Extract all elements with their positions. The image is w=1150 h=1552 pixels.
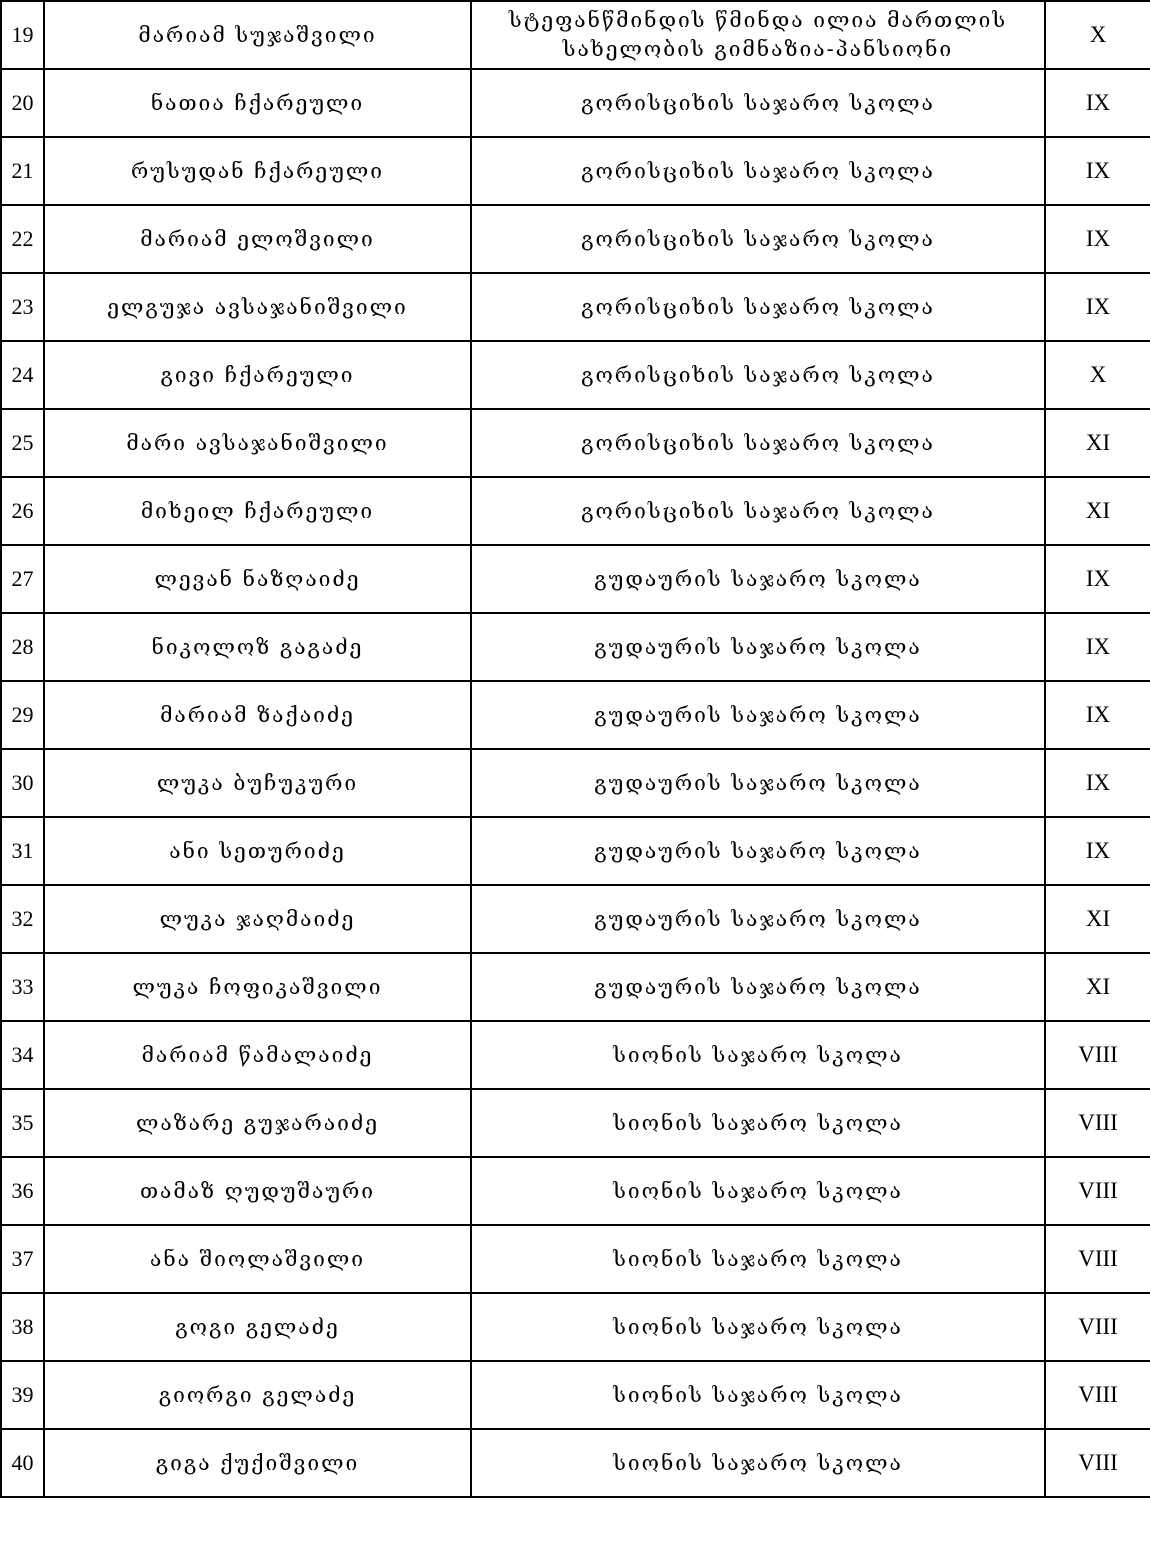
table-row xyxy=(1,69,1150,137)
school-name: გუდაურის საჯარო სკოლა xyxy=(471,681,1045,749)
student-name: ლუკა ჯაღმაიძე xyxy=(44,885,471,953)
grade-level: VIII xyxy=(1045,1089,1150,1157)
school-name: გორისციხის საჯარო სკოლა xyxy=(471,477,1045,545)
student-name: თამაზ ღუდუშაური xyxy=(44,1157,471,1225)
school-name: გუდაურის საჯარო სკოლა xyxy=(471,749,1045,817)
row-number: 23 xyxy=(1,273,44,341)
table-row xyxy=(1,749,1150,817)
student-name: ლუკა ბუჩუკური xyxy=(44,749,471,817)
student-name: ლაზარე გუჯარაიძე xyxy=(44,1089,471,1157)
table-row xyxy=(1,613,1150,681)
student-name: გივი ჩქარეული xyxy=(44,341,471,409)
grade-level: IX xyxy=(1045,273,1150,341)
table-row xyxy=(1,205,1150,273)
row-number: 20 xyxy=(1,69,44,137)
table-row xyxy=(1,817,1150,885)
grade-level: VIII xyxy=(1045,1157,1150,1225)
grade-level: IX xyxy=(1045,69,1150,137)
row-number: 38 xyxy=(1,1293,44,1361)
school-name: სიონის საჯარო სკოლა xyxy=(471,1021,1045,1089)
student-name: მარიამ სუჯაშვილი xyxy=(44,1,471,69)
grade-level: XI xyxy=(1045,477,1150,545)
grade-level: IX xyxy=(1045,817,1150,885)
table-row xyxy=(1,1089,1150,1157)
table-row xyxy=(1,1293,1150,1361)
row-number: 29 xyxy=(1,681,44,749)
student-name: მარი ავსაჯანიშვილი xyxy=(44,409,471,477)
row-number: 25 xyxy=(1,409,44,477)
grade-level: XI xyxy=(1045,953,1150,1021)
table-row xyxy=(1,1157,1150,1225)
row-number: 33 xyxy=(1,953,44,1021)
school-name: გუდაურის საჯარო სკოლა xyxy=(471,545,1045,613)
school-name: სიონის საჯარო სკოლა xyxy=(471,1225,1045,1293)
table-row xyxy=(1,477,1150,545)
grade-level: VIII xyxy=(1045,1225,1150,1293)
student-name: მარიამ წამალაიძე xyxy=(44,1021,471,1089)
student-name: მარიამ ზაქაიძე xyxy=(44,681,471,749)
table-row xyxy=(1,885,1150,953)
school-name: გუდაურის საჯარო სკოლა xyxy=(471,613,1045,681)
school-name: გორისციხის საჯარო სკოლა xyxy=(471,69,1045,137)
grade-level: IX xyxy=(1045,137,1150,205)
table-row xyxy=(1,1,1150,69)
grade-level: VIII xyxy=(1045,1021,1150,1089)
row-number: 30 xyxy=(1,749,44,817)
table-row xyxy=(1,1429,1150,1497)
school-name: სიონის საჯარო სკოლა xyxy=(471,1429,1045,1497)
row-number: 36 xyxy=(1,1157,44,1225)
row-number: 35 xyxy=(1,1089,44,1157)
grade-level: X xyxy=(1045,1,1150,69)
grade-level: VIII xyxy=(1045,1293,1150,1361)
school-name: გუდაურის საჯარო სკოლა xyxy=(471,817,1045,885)
table-row xyxy=(1,1361,1150,1429)
school-name: გორისციხის საჯარო სკოლა xyxy=(471,273,1045,341)
row-number: 37 xyxy=(1,1225,44,1293)
school-name: გუდაურის საჯარო სკოლა xyxy=(471,953,1045,1021)
row-number: 21 xyxy=(1,137,44,205)
student-name: ნათია ჩქარეული xyxy=(44,69,471,137)
school-name: გორისციხის საჯარო სკოლა xyxy=(471,409,1045,477)
table-row xyxy=(1,1225,1150,1293)
school-name: გუდაურის საჯარო სკოლა xyxy=(471,885,1045,953)
table-row xyxy=(1,409,1150,477)
row-number: 26 xyxy=(1,477,44,545)
student-name: ლუკა ჩოფიკაშვილი xyxy=(44,953,471,1021)
student-name: გოგი გელაძე xyxy=(44,1293,471,1361)
student-name: გიორგი გელაძე xyxy=(44,1361,471,1429)
student-name: ნიკოლოზ გაგაძე xyxy=(44,613,471,681)
school-name: გორისციხის საჯარო სკოლა xyxy=(471,137,1045,205)
row-number: 34 xyxy=(1,1021,44,1089)
row-number: 24 xyxy=(1,341,44,409)
grade-level: IX xyxy=(1045,545,1150,613)
school-name: გორისციხის საჯარო სკოლა xyxy=(471,205,1045,273)
grade-level: IX xyxy=(1045,749,1150,817)
student-name: გიგა ქუქიშვილი xyxy=(44,1429,471,1497)
grade-level: IX xyxy=(1045,205,1150,273)
grade-level: IX xyxy=(1045,613,1150,681)
table-row xyxy=(1,1021,1150,1089)
grade-level: VIII xyxy=(1045,1429,1150,1497)
row-number: 40 xyxy=(1,1429,44,1497)
row-number: 19 xyxy=(1,1,44,69)
grade-level: XI xyxy=(1045,409,1150,477)
grade-level: IX xyxy=(1045,681,1150,749)
school-name: გორისციხის საჯარო სკოლა xyxy=(471,341,1045,409)
table-row xyxy=(1,545,1150,613)
student-name: ელგუჯა ავსაჯანიშვილი xyxy=(44,273,471,341)
school-name: სიონის საჯარო სკოლა xyxy=(471,1157,1045,1225)
table-row xyxy=(1,681,1150,749)
row-number: 39 xyxy=(1,1361,44,1429)
table-row xyxy=(1,341,1150,409)
row-number: 27 xyxy=(1,545,44,613)
student-name: მარიამ ელოშვილი xyxy=(44,205,471,273)
student-name: რუსუდან ჩქარეული xyxy=(44,137,471,205)
grade-level: XI xyxy=(1045,885,1150,953)
table-row xyxy=(1,953,1150,1021)
table-row xyxy=(1,137,1150,205)
school-name: სიონის საჯარო სკოლა xyxy=(471,1361,1045,1429)
table-row xyxy=(1,273,1150,341)
student-name: ლევან ნაზღაიძე xyxy=(44,545,471,613)
student-name: ანი სეთურიძე xyxy=(44,817,471,885)
school-name: სიონის საჯარო სკოლა xyxy=(471,1089,1045,1157)
row-number: 32 xyxy=(1,885,44,953)
grade-level: X xyxy=(1045,341,1150,409)
row-number: 22 xyxy=(1,205,44,273)
student-name: ანა შიოლაშვილი xyxy=(44,1225,471,1293)
school-name: სიონის საჯარო სკოლა xyxy=(471,1293,1045,1361)
row-number: 28 xyxy=(1,613,44,681)
grade-level: VIII xyxy=(1045,1361,1150,1429)
school-name: სტეფანწმინდის წმინდა ილია მართლის სახელობის გიმნაზია-პანსიონი xyxy=(471,1,1045,69)
row-number: 31 xyxy=(1,817,44,885)
student-name: მიხეილ ჩქარეული xyxy=(44,477,471,545)
